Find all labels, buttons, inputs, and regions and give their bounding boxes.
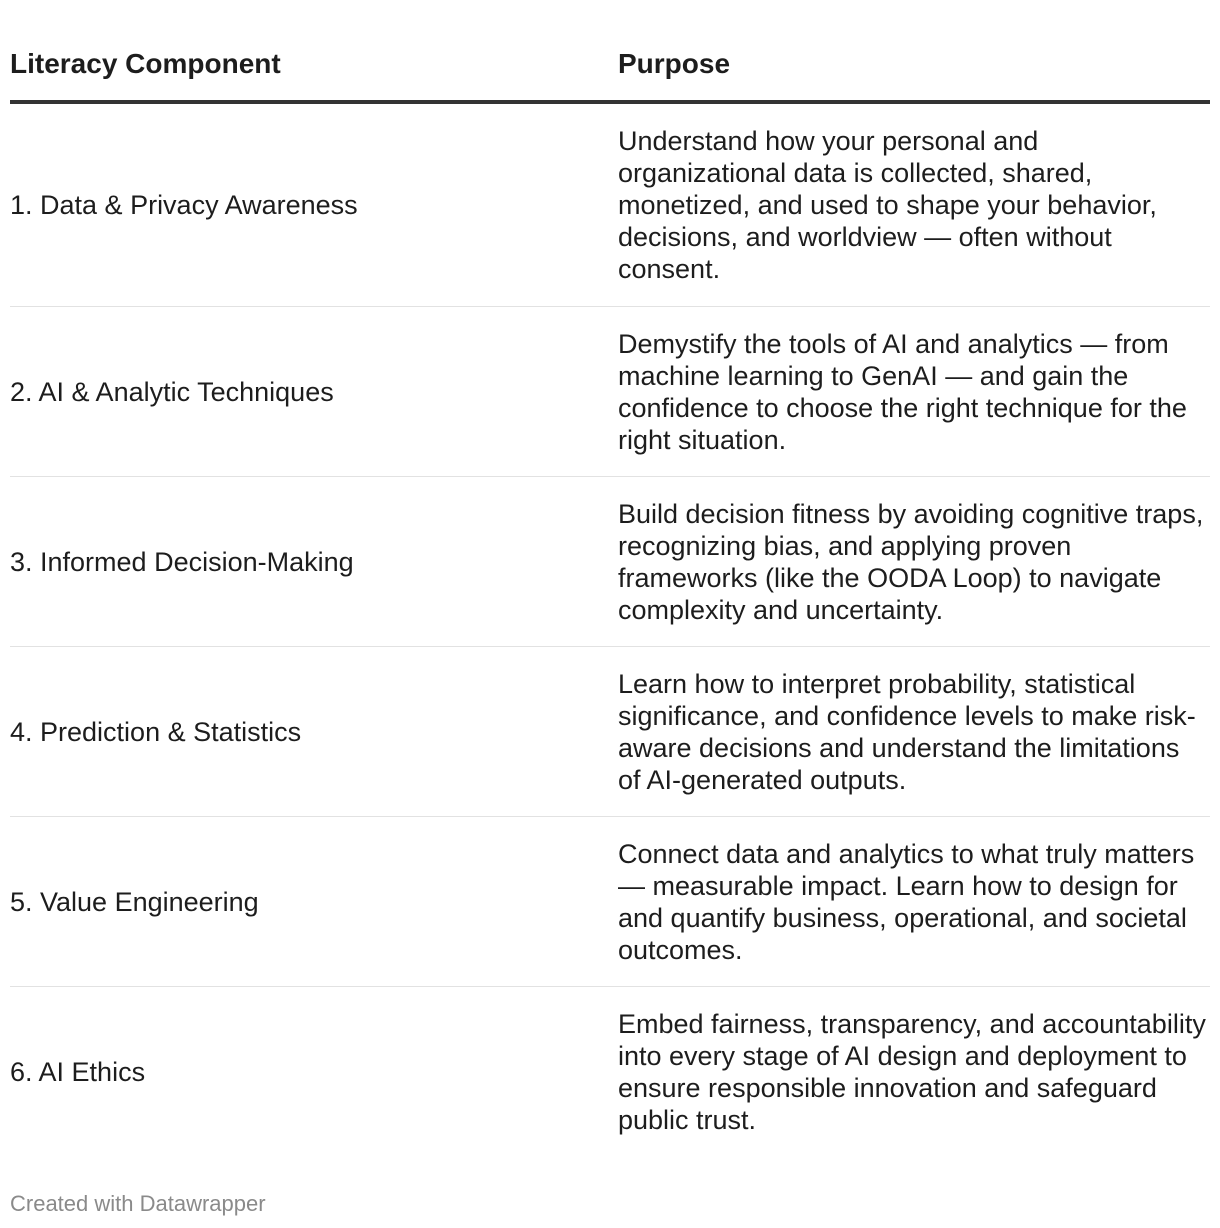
component-cell: 1. Data & Privacy Awareness <box>10 102 618 307</box>
purpose-cell: Connect data and analytics to what truly matters — measurable impact. Learn how to design for and quantify business, operational, and societal outcomes. <box>618 817 1210 987</box>
purpose-cell: Build decision fitness by avoiding cognitive traps, recognizing bias, and applying proven frameworks (like the OODA Loop) to navigate complexity and uncertainty. <box>618 477 1210 647</box>
table-header <box>10 28 1210 102</box>
table-row <box>10 987 1210 1158</box>
table-row <box>10 102 1210 307</box>
table-row <box>10 477 1210 647</box>
purpose-cell: Demystify the tools of AI and analytics — from machine learning to GenAI — and gain the confidence to choose the right technique for the right situation. <box>618 307 1210 477</box>
purpose-cell: Learn how to interpret probability, statistical significance, and confidence levels to make risk-aware decisions and understand the limitations of AI-generated outputs. <box>618 647 1210 817</box>
header-literacy-component: Literacy Component <box>10 28 618 102</box>
literacy-table <box>10 28 1210 1157</box>
header-row <box>10 28 1210 102</box>
component-cell: 4. Prediction & Statistics <box>10 647 618 817</box>
datawrapper-credit[interactable]: Created with Datawrapper <box>10 1191 266 1216</box>
purpose-cell: Understand how your personal and organizational data is collected, shared, monetized, and used to shape your behavior, decisions, and worldview — often without consent. <box>618 102 1210 307</box>
component-cell: 6. AI Ethics <box>10 1057 146 1087</box>
table-row <box>10 307 1210 477</box>
literacy-table-container <box>10 28 1210 1157</box>
component-cell: 5. Value Engineering <box>10 817 618 987</box>
table-row <box>10 817 1210 987</box>
table-row <box>10 647 1210 817</box>
purpose-cell: Embed fairness, transparency, and accountability into every stage of AI design and deployment to ensure responsible innovation and safeguard public trust. <box>618 1009 1206 1135</box>
table-body <box>10 102 1210 1157</box>
header-purpose: Purpose <box>618 28 1210 102</box>
component-cell: 2. AI & Analytic Techniques <box>10 307 618 477</box>
component-cell: 3. Informed Decision-Making <box>10 477 618 647</box>
